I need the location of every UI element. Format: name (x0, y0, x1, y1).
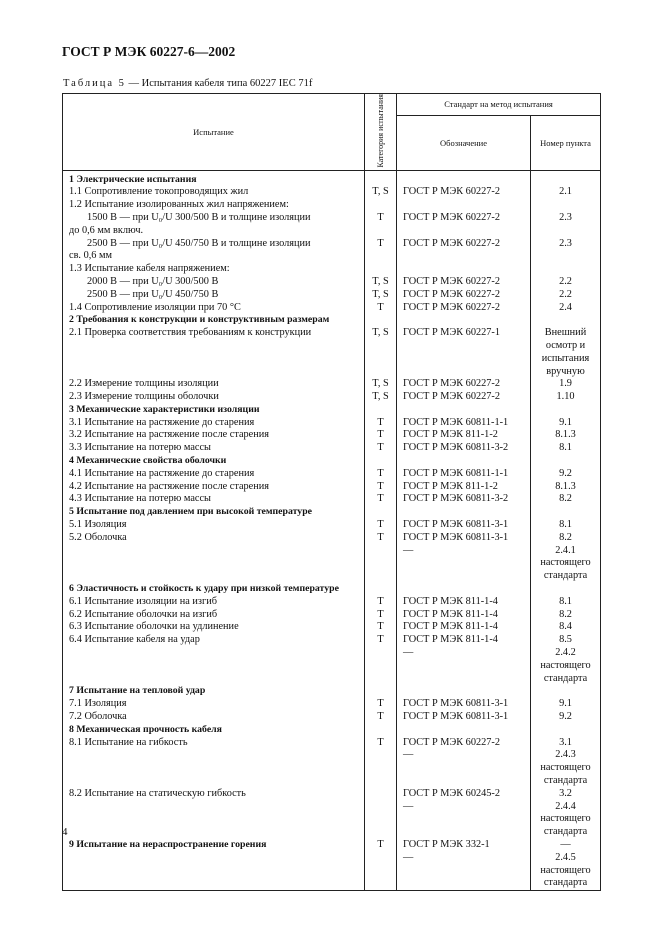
designation-cell: ГОСТ Р МЭК 60227-2 (397, 378, 531, 391)
designation-cell: ГОСТ Р МЭК 332-1 (397, 839, 531, 852)
item-number-cell: 2.4.4 настоящего стандарта (531, 801, 601, 839)
designation-cell (397, 199, 531, 212)
designation-cell: ГОСТ Р МЭК 811-1-4 (397, 634, 531, 647)
item-number-cell: 2.2 (531, 289, 601, 302)
table-row (63, 545, 601, 583)
table-row (63, 493, 601, 506)
item-number-cell: 8.1 (531, 442, 601, 455)
test-name: 1 Электрические испытания (69, 173, 197, 185)
designation-cell: ГОСТ Р МЭК 60811-3-1 (397, 519, 531, 532)
category-cell (365, 583, 397, 596)
category-cell (365, 404, 397, 417)
table-row (63, 238, 601, 264)
item-number-cell (531, 455, 601, 468)
item-number-cell: 2.4.3 настоящего стандарта (531, 749, 601, 787)
section-row (63, 404, 601, 417)
designation-cell (397, 724, 531, 737)
category-cell: T (365, 238, 397, 264)
category-cell: T (365, 698, 397, 711)
designation-cell: — (397, 852, 531, 891)
item-number-cell: 9.1 (531, 698, 601, 711)
test-name: 1.2 Испытание изолированных жил напряжением: (69, 199, 289, 211)
test-name: 6 Эластичность и стойкость к удару при низкой температуре (69, 583, 339, 595)
test-name: 3 Механические характеристики изоляции (69, 403, 260, 415)
test-name-cell (63, 634, 365, 647)
table-row (63, 532, 601, 545)
designation-cell: ГОСТ Р МЭК 811-1-4 (397, 609, 531, 622)
test-name-cell (63, 519, 365, 532)
category-cell: T (365, 302, 397, 315)
designation-cell (397, 170, 531, 186)
designation-cell (397, 685, 531, 698)
designation-cell: ГОСТ Р МЭК 60811-3-2 (397, 493, 531, 506)
item-number-cell: 1.9 (531, 378, 601, 391)
test-name-cell (63, 481, 365, 494)
test-name: 4.3 Испытание на потерю массы (69, 493, 211, 505)
test-name-cell (63, 749, 365, 787)
category-cell (365, 545, 397, 583)
category-cell: T (365, 481, 397, 494)
item-number-cell: 8.1 (531, 596, 601, 609)
designation-cell (397, 314, 531, 327)
designation-cell: ГОСТ Р МЭК 60227-2 (397, 302, 531, 315)
test-name-cell (63, 327, 365, 378)
test-name-cell (63, 583, 365, 596)
designation-cell: ГОСТ Р МЭК 60811-3-2 (397, 442, 531, 455)
section-row (63, 455, 601, 468)
test-name: 7.1 Изоляция (69, 698, 127, 710)
table-row (63, 327, 601, 378)
item-number-cell: 2.3 (531, 238, 601, 264)
test-name-cell (63, 493, 365, 506)
table-row (63, 276, 601, 289)
test-name-cell (63, 391, 365, 404)
category-cell: T, S (365, 378, 397, 391)
test-name: 4 Механические свойства оболочки (69, 455, 227, 467)
page-number: 4 (62, 826, 68, 838)
item-number-cell: 8.1.3 (531, 481, 601, 494)
category-cell: T, S (365, 289, 397, 302)
category-cell: T (365, 468, 397, 481)
test-name: 3.1 Испытание на растяжение до старения (69, 416, 255, 428)
header-test: Испытание (63, 94, 365, 171)
category-cell: T (365, 493, 397, 506)
test-name: 8 Механическая прочность кабеля (69, 723, 222, 735)
test-name-cell (63, 852, 365, 891)
table-row (63, 519, 601, 532)
test-name-cell (63, 724, 365, 737)
test-name: 3.2 Испытание на растяжение после старения (69, 429, 270, 441)
test-name-cell (63, 263, 365, 276)
designation-cell: ГОСТ Р МЭК 60227-2 (397, 391, 531, 404)
category-cell: T (365, 429, 397, 442)
table-caption-label: Таблица 5 (63, 78, 126, 89)
item-number-cell: 3.2 (531, 788, 601, 801)
test-name: 6.4 Испытание кабеля на удар (69, 634, 200, 646)
test-name-cell (63, 170, 365, 186)
item-number-cell (531, 404, 601, 417)
item-number-cell (531, 199, 601, 212)
test-name: 6.2 Испытание оболочки на изгиб (69, 608, 218, 620)
designation-cell: — (397, 647, 531, 685)
designation-cell: — (397, 801, 531, 839)
test-name: 1500 В — при U₀/U 300/500 В и толщине изоляции (87, 211, 311, 223)
table-row (63, 212, 601, 238)
test-name: 2.1 Проверка соответствия требованиям к конструкции (69, 327, 312, 339)
item-number-cell: 2.1 (531, 186, 601, 199)
category-cell (365, 801, 397, 839)
test-name-cell (63, 711, 365, 724)
test-name-continued: до 0,6 мм включ. (69, 224, 144, 236)
test-name-cell (63, 417, 365, 430)
designation-cell: ГОСТ Р МЭК 811-1-4 (397, 621, 531, 634)
category-cell (365, 852, 397, 891)
designation-cell: ГОСТ Р МЭК 60811-1-1 (397, 468, 531, 481)
test-name-cell (63, 212, 365, 238)
designation-cell: ГОСТ Р МЭК 60227-2 (397, 289, 531, 302)
test-name: 2.3 Измерение толщины оболочки (69, 391, 219, 403)
table-row (63, 621, 601, 634)
test-name-cell (63, 276, 365, 289)
designation-cell: ГОСТ Р МЭК 811-1-4 (397, 596, 531, 609)
table-caption (63, 78, 312, 89)
test-name-cell (63, 596, 365, 609)
test-name-cell (63, 199, 365, 212)
test-name-cell (63, 429, 365, 442)
category-cell (365, 506, 397, 519)
item-number-cell: — (531, 839, 601, 852)
table-body (63, 170, 601, 891)
designation-cell: ГОСТ Р МЭК 60811-3-1 (397, 532, 531, 545)
table-caption-text: — Испытания кабеля типа 60227 IEC 71f (125, 78, 313, 89)
header-standard: Стандарт на метод испытания (397, 94, 601, 116)
header-category-label: Категория испытания (375, 94, 385, 168)
test-name: 8.1 Испытание на гибкость (69, 736, 188, 748)
test-name-cell (63, 801, 365, 839)
table-row (63, 391, 601, 404)
table-row (63, 186, 601, 199)
test-name: 1.3 Испытание кабеля напряжением: (69, 263, 230, 275)
header-category (365, 94, 397, 171)
designation-cell: ГОСТ Р МЭК 60227-2 (397, 737, 531, 750)
test-name: 9 Испытание на нераспространение горения (69, 838, 267, 850)
category-cell: T (365, 634, 397, 647)
item-number-cell (531, 506, 601, 519)
category-cell (365, 724, 397, 737)
test-name-cell (63, 314, 365, 327)
test-name: 7 Испытание на тепловой удар (69, 685, 206, 697)
designation-cell: ГОСТ Р МЭК 60227-2 (397, 186, 531, 199)
test-name: 6.3 Испытание оболочки на удлинение (69, 621, 239, 633)
category-cell (365, 788, 397, 801)
section-row (63, 685, 601, 698)
test-name-cell (63, 532, 365, 545)
test-name-cell (63, 698, 365, 711)
section-row (63, 839, 601, 852)
test-name: 2000 В — при U₀/U 300/500 В (87, 275, 219, 287)
designation-cell (397, 455, 531, 468)
item-number-cell: 8.2 (531, 493, 601, 506)
designation-cell: ГОСТ Р МЭК 60811-3-1 (397, 711, 531, 724)
item-number-cell: 2.4.2 настоящего стандарта (531, 647, 601, 685)
header-designation: Обозначение (397, 115, 531, 170)
test-name: 1.4 Сопротивление изоляции при 70 °С (69, 301, 241, 313)
item-number-cell: 8.1 (531, 519, 601, 532)
category-cell: T (365, 621, 397, 634)
item-number-cell: 9.2 (531, 711, 601, 724)
test-name: 4.2 Испытание на растяжение после старения (69, 480, 270, 492)
section-row (63, 506, 601, 519)
section-row (63, 724, 601, 737)
item-number-cell: Внешний осмотр и испытания вручную (531, 327, 601, 378)
table-row (63, 468, 601, 481)
category-cell: T, S (365, 327, 397, 378)
item-number-cell: 9.2 (531, 468, 601, 481)
table-row (63, 199, 601, 212)
table-row (63, 711, 601, 724)
designation-cell: — (397, 545, 531, 583)
test-name-cell (63, 378, 365, 391)
item-number-cell (531, 583, 601, 596)
category-cell: T (365, 442, 397, 455)
table-row (63, 596, 601, 609)
category-cell (365, 455, 397, 468)
designation-cell (397, 404, 531, 417)
test-name-cell (63, 468, 365, 481)
item-number-cell: 2.4.1 настоящего стандарта (531, 545, 601, 583)
test-name-cell (63, 442, 365, 455)
item-number-cell: 2.4 (531, 302, 601, 315)
designation-cell: ГОСТ Р МЭК 60245-2 (397, 788, 531, 801)
test-name-cell (63, 289, 365, 302)
table-row (63, 634, 601, 647)
test-name: 2500 В — при U₀/U 450/750 В и толщине изоляции (87, 237, 311, 249)
test-name-continued: св. 0,6 мм (69, 250, 113, 262)
table-row (63, 647, 601, 685)
test-name: 8.2 Испытание на статическую гибкость (69, 787, 246, 799)
category-cell: T (365, 609, 397, 622)
table-row (63, 263, 601, 276)
item-number-cell: 2.2 (531, 276, 601, 289)
category-cell: T (365, 711, 397, 724)
test-name-cell (63, 621, 365, 634)
test-name: 3.3 Испытание на потерю массы (69, 442, 211, 454)
table-row (63, 442, 601, 455)
test-name: 7.2 Оболочка (69, 711, 127, 723)
table-row (63, 609, 601, 622)
test-name: 6.1 Испытание изоляции на изгиб (69, 595, 217, 607)
designation-cell: ГОСТ Р МЭК 60811-1-1 (397, 417, 531, 430)
category-cell (365, 199, 397, 212)
test-name-cell (63, 238, 365, 264)
table-row (63, 481, 601, 494)
category-cell: T (365, 212, 397, 238)
section-row (63, 170, 601, 186)
designation-cell: — (397, 749, 531, 787)
category-cell: T (365, 532, 397, 545)
item-number-cell: 8.4 (531, 621, 601, 634)
test-name-cell (63, 839, 365, 852)
test-name-cell (63, 545, 365, 583)
item-number-cell: 8.1.3 (531, 429, 601, 442)
test-name-cell (63, 737, 365, 750)
item-number-cell: 9.1 (531, 417, 601, 430)
designation-cell: ГОСТ Р МЭК 60227-2 (397, 238, 531, 264)
header-item-number: Номер пункта (531, 115, 601, 170)
category-cell: T (365, 519, 397, 532)
item-number-cell (531, 170, 601, 186)
table-row (63, 429, 601, 442)
item-number-cell (531, 314, 601, 327)
item-number-cell: 2.3 (531, 212, 601, 238)
section-row (63, 314, 601, 327)
category-cell: T, S (365, 276, 397, 289)
designation-cell: ГОСТ Р МЭК 60227-2 (397, 212, 531, 238)
item-number-cell: 8.5 (531, 634, 601, 647)
test-name: 2 Требования к конструкции и конструктивным размерам (69, 314, 330, 326)
item-number-cell: 1.10 (531, 391, 601, 404)
table-row (63, 302, 601, 315)
designation-cell: ГОСТ Р МЭК 811-1-2 (397, 481, 531, 494)
table-row (63, 737, 601, 750)
designation-cell: ГОСТ Р МЭК 811-1-2 (397, 429, 531, 442)
category-cell (365, 263, 397, 276)
category-cell: T, S (365, 186, 397, 199)
category-cell (365, 170, 397, 186)
designation-cell: ГОСТ Р МЭК 60227-1 (397, 327, 531, 378)
table-row (63, 417, 601, 430)
test-name: 4.1 Испытание на растяжение до старения (69, 467, 255, 479)
test-name: 5.1 Изоляция (69, 519, 127, 531)
category-cell: T (365, 596, 397, 609)
test-name-cell (63, 788, 365, 801)
section-row (63, 583, 601, 596)
category-cell (365, 685, 397, 698)
table-row (63, 749, 601, 787)
table-row (63, 801, 601, 839)
test-name-cell (63, 609, 365, 622)
table-row (63, 788, 601, 801)
designation-cell (397, 506, 531, 519)
designation-cell (397, 263, 531, 276)
table-row (63, 378, 601, 391)
table-row (63, 289, 601, 302)
item-number-cell (531, 263, 601, 276)
document-header: ГОСТ Р МЭК 60227-6—2002 (62, 44, 236, 59)
test-name: 1.1 Сопротивление токопроводящих жил (69, 186, 249, 198)
test-name-cell (63, 647, 365, 685)
test-name-cell (63, 455, 365, 468)
category-cell: T (365, 839, 397, 852)
table-row (63, 852, 601, 891)
test-name: 5 Испытание под давлением при высокой температуре (69, 506, 312, 518)
test-name: 2500 В — при U₀/U 450/750 В (87, 288, 219, 300)
designation-cell (397, 583, 531, 596)
item-number-cell: 3.1 (531, 737, 601, 750)
item-number-cell (531, 724, 601, 737)
designation-cell: ГОСТ Р МЭК 60811-3-1 (397, 698, 531, 711)
test-name-cell (63, 186, 365, 199)
test-name-cell (63, 302, 365, 315)
category-cell: T, S (365, 391, 397, 404)
item-number-cell (531, 685, 601, 698)
designation-cell: ГОСТ Р МЭК 60227-2 (397, 276, 531, 289)
item-number-cell: 2.4.5 настоящего стандарта (531, 852, 601, 891)
item-number-cell: 8.2 (531, 532, 601, 545)
test-name: 5.2 Оболочка (69, 531, 127, 543)
item-number-cell: 8.2 (531, 609, 601, 622)
test-name-cell (63, 404, 365, 417)
category-cell (365, 749, 397, 787)
tests-table (62, 93, 601, 891)
test-name-cell (63, 506, 365, 519)
category-cell (365, 314, 397, 327)
category-cell (365, 647, 397, 685)
test-name: 2.2 Измерение толщины изоляции (69, 378, 219, 390)
table-row (63, 698, 601, 711)
test-name-cell (63, 685, 365, 698)
category-cell: T (365, 417, 397, 430)
category-cell: T (365, 737, 397, 750)
